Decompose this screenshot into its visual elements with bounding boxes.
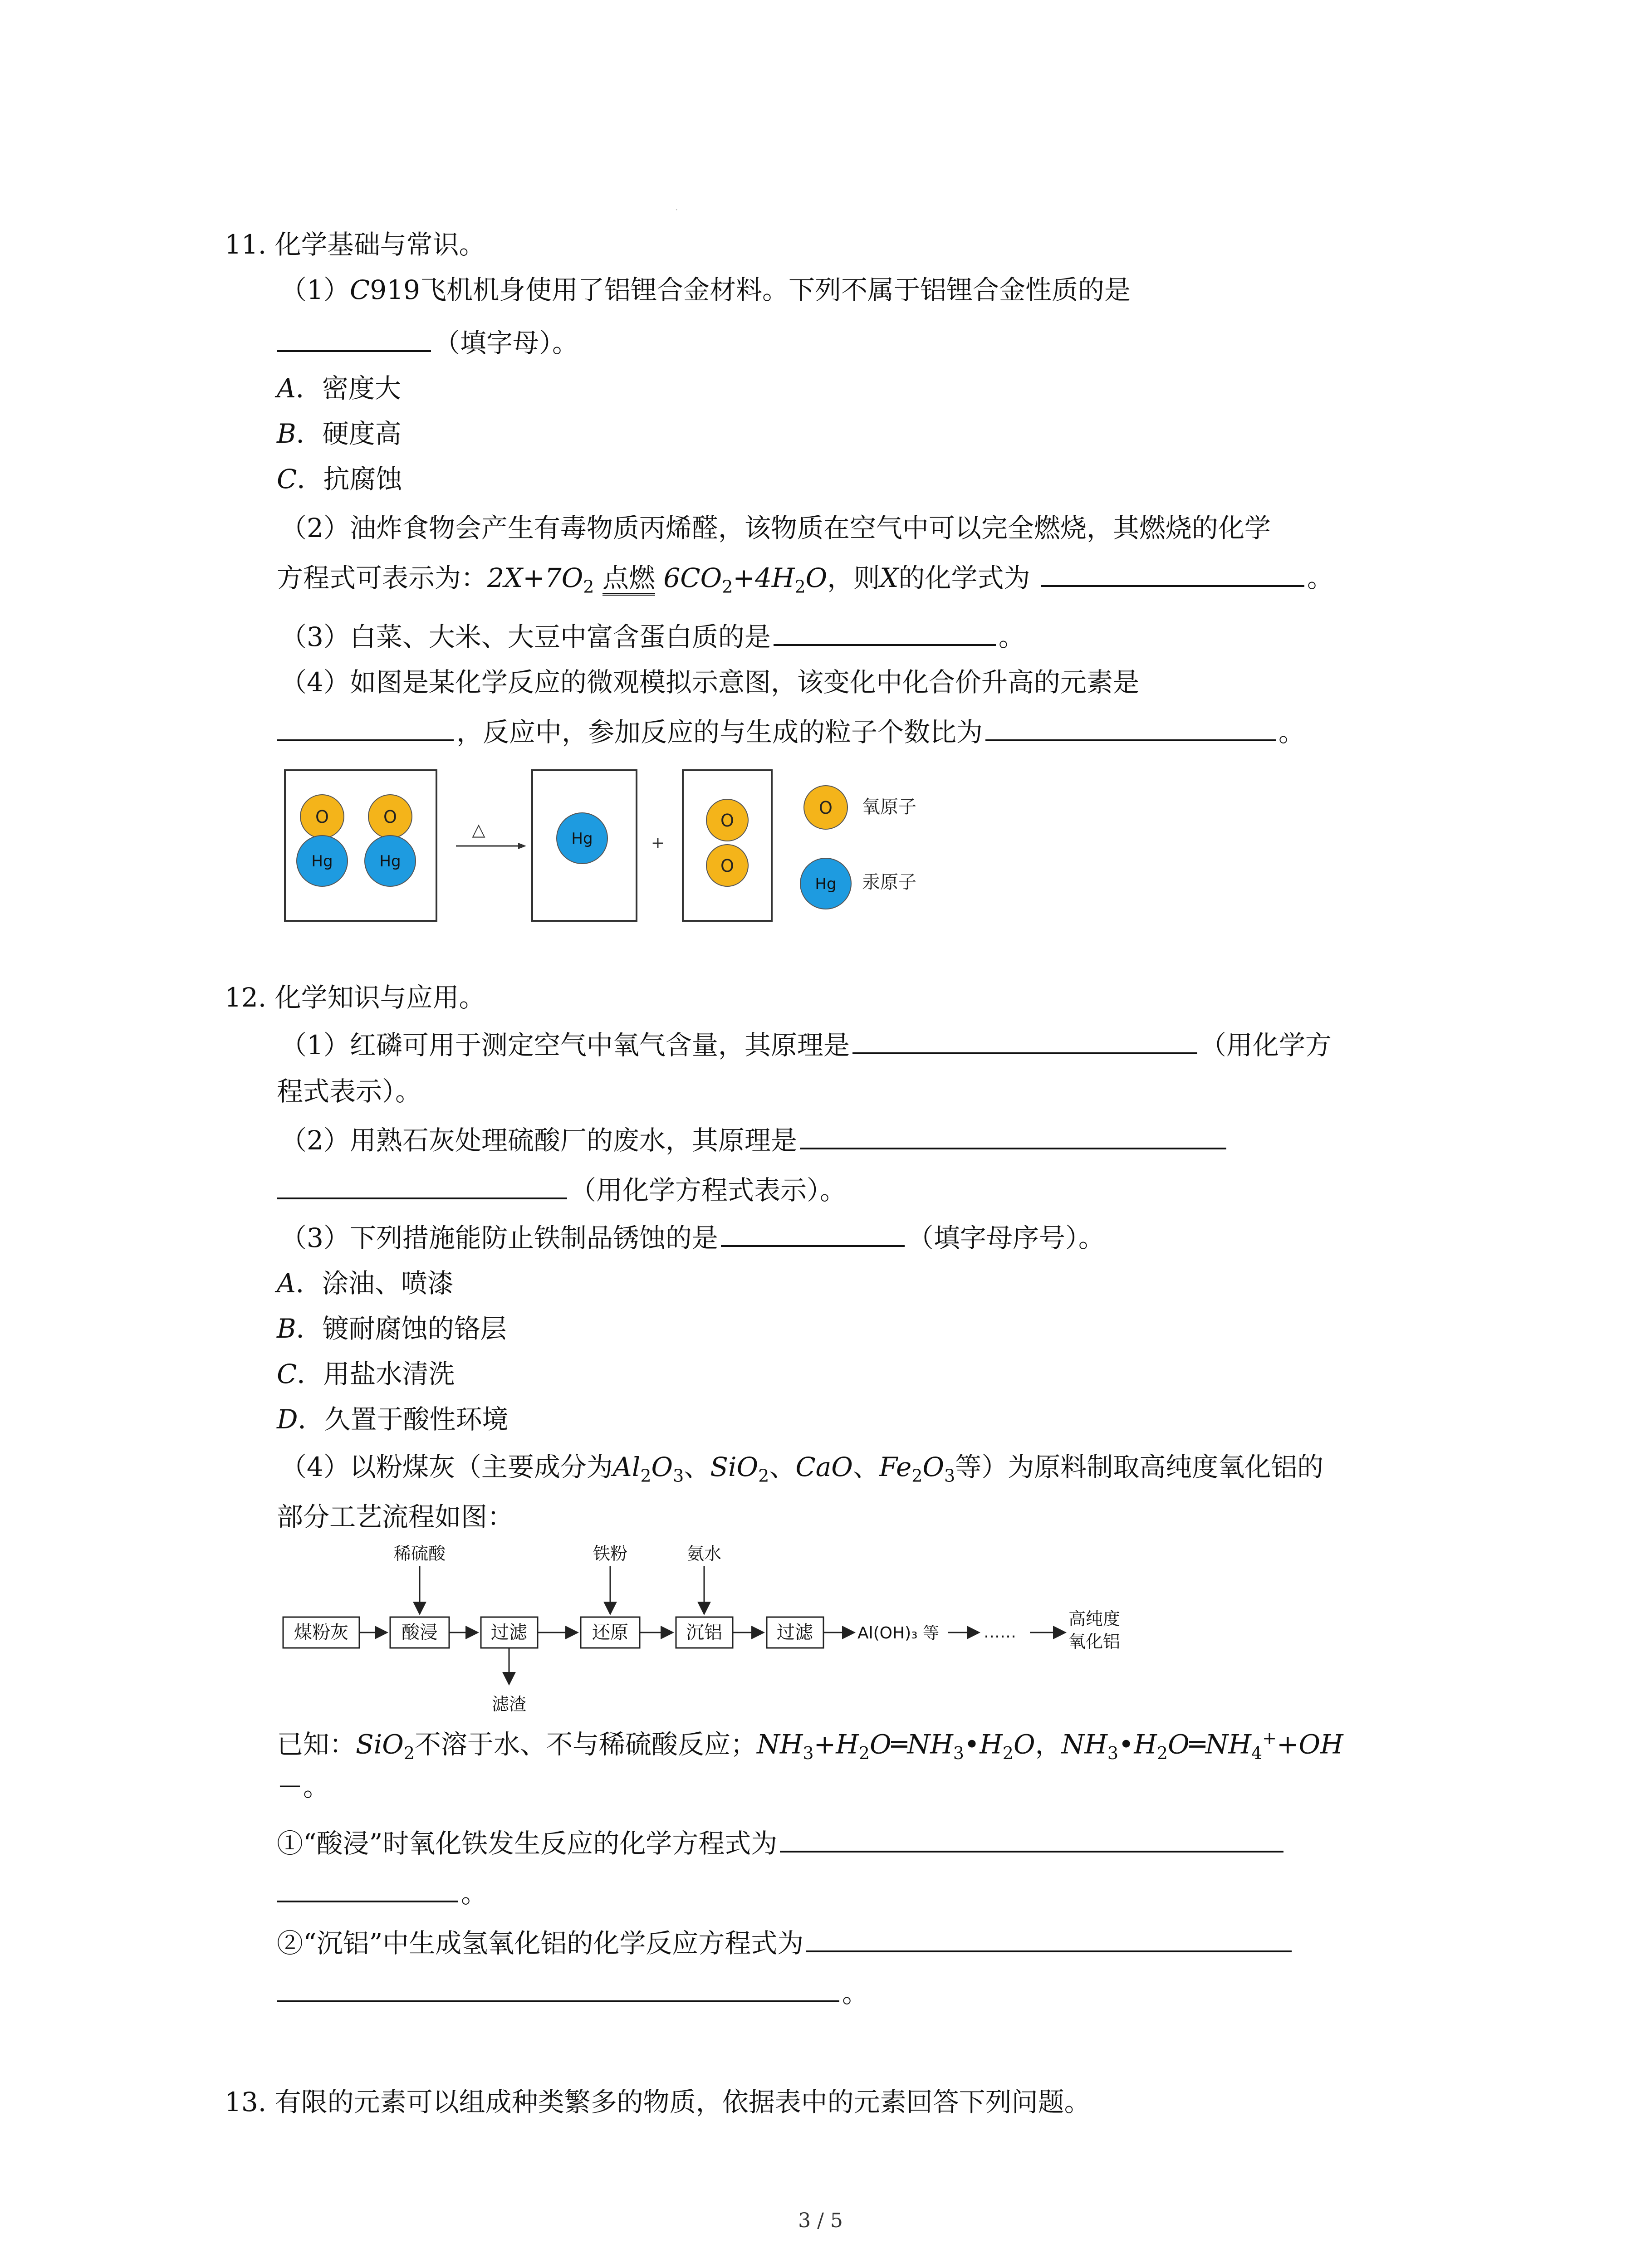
answer-blank[interactable] [780,1850,1283,1853]
answer-blank[interactable] [277,2000,839,2002]
mercury-symbol: Hg [379,852,401,870]
flow-label-precipitate-al: 沉铝 [686,1622,722,1643]
q12-sub2-cont: 。 [277,1978,868,2009]
mercury-symbol: Hg [311,852,333,870]
flow-final-line2: 氧化铝 [1068,1632,1121,1652]
q13-title: 13. 有限的元素可以组成种类繁多的物质，依据表中的元素回答下列问题。 [225,2087,1091,2117]
flow-label-acid-leach: 酸浸 [402,1622,438,1643]
reaction-condition: 点燃 [603,564,655,596]
flow-label-filter-2: 过滤 [777,1622,813,1643]
answer-blank[interactable] [852,1052,1197,1054]
answer-blank[interactable] [774,644,996,646]
q12-title: 12. 化学知识与应用。 [225,982,485,1013]
q12-part4-line1: （4）以粉煤灰（主要成分为$Al_2O_3$、SiO$_2$、CaO、$Fe_2O_3$等）为原料制取高纯度氧化铝的 [280,1452,1324,1486]
q12-part1-line1: （1）红磷可用于测定空气中氧气含量，其原理是 （用化学方 [280,1030,1332,1061]
flow-label-filter-1: 过滤 [491,1622,527,1643]
flow-final-line1: 高纯度 [1068,1609,1121,1629]
equation-left: 2X+7O [487,562,583,593]
page-number: 3 / 5 [798,2209,843,2232]
answer-blank[interactable] [800,1147,1226,1149]
q11-part3: （3）白菜、大米、大豆中富含蛋白质的是 。 [280,621,1025,652]
q12-part4-line2: 部分工艺流程如图： [277,1501,514,1532]
oxygen-symbol: O [720,856,734,876]
plus-sign: + [651,834,665,852]
answer-blank[interactable] [806,1950,1292,1952]
flow-input-sulfuric-acid: 稀硫酸 [393,1544,446,1564]
flow-output-residue: 滤渣 [491,1694,527,1714]
answer-blank[interactable] [1041,585,1304,587]
q12-option-d: D．久置于酸性环境 [277,1404,509,1435]
q12-known-info: 已知：SiO$_2$不溶于水、不与稀硫酸反应；$NH_3+H_2O═NH_3•H_2O$，$NH_3•H_2O═NH_4^++OH$ [277,1728,1343,1763]
legend-mercury-symbol: Hg [815,875,837,893]
q11-option-a: A．密度大 [277,373,401,404]
q11-option-b: B．硬度高 [277,418,402,449]
legend-mercury-label: 汞原子 [862,872,916,893]
oxygen-symbol: O [720,811,734,831]
q12-option-a: A．涂油、喷漆 [277,1268,454,1299]
answer-blank[interactable] [277,1197,567,1199]
reaction-diagram [281,767,939,930]
flow-product-aloh3: Al(OH)₃ 等 [857,1624,940,1642]
q12-option-b: B．镀耐腐蚀的铬层 [277,1313,507,1344]
flow-input-ammonia: 氨水 [686,1544,722,1564]
flow-ellipsis: …… [984,1623,1016,1642]
page-speck: · [675,204,678,215]
q12-part3: （3）下列措施能防止铁制品锈蚀的是 （填字母序号）。 [280,1222,1105,1253]
q11-part2-line2: 方程式可表示为：$2X+7O_2$ 点燃 $6CO_2+4H_2O$，则X的化学式为 。 [277,562,1333,597]
q11-option-c: C．抗腐蚀 [277,464,402,494]
q11-part1-line1: （1）C919飞机机身使用了铝锂合金材料。下列不属于铝锂合金性质的是 [280,274,1131,305]
answer-blank[interactable] [721,1245,905,1247]
answer-blank[interactable] [277,739,454,741]
q12-sub1-cont: 。 [277,1878,487,1910]
flow-input-iron-powder: 铁粉 [593,1544,628,1564]
q11-part1-line2: （填字母）。 [277,327,578,359]
answer-blank[interactable] [277,1900,458,1902]
oxygen-symbol: O [383,807,397,827]
q12-part2-line1: （2）用熟石灰处理硫酸厂的废水，其原理是 [280,1125,1229,1157]
q11-part4-line2: ，反应中，参加反应的与生成的粒子个数比为 。 [277,717,1305,748]
q12-sub2: ②“沉铝”中生成氢氧化铝的化学反应方程式为 [277,1928,1294,1960]
process-flow-diagram [277,1538,1161,1719]
legend-oxygen-symbol: O [819,798,833,818]
q12-option-c: C．用盐水清洗 [277,1359,455,1389]
legend-oxygen-label: 氧原子 [862,797,916,817]
answer-blank[interactable] [277,350,431,352]
answer-blank[interactable] [985,739,1276,741]
q12-sub1: ①“酸浸”时氧化铁发生反应的化学方程式为 [277,1828,1286,1860]
heating-symbol: △ [472,820,485,840]
q12-part2-line2: （用化学方程式表示）。 [277,1175,846,1207]
q12-part1-line2: 程式表示）。 [277,1076,422,1107]
flow-label-start: 煤粉灰 [294,1622,348,1643]
arrow-head [518,843,526,849]
q12-known-info-cont: －。 [277,1771,330,1802]
oxygen-symbol: O [315,807,329,827]
mercury-symbol: Hg [571,830,593,848]
q11-title: 11. 化学基础与常识。 [225,229,485,260]
q11-part2-line1: （2）油炸食物会产生有毒物质丙烯醛，该物质在空气中可以完全燃烧，其燃烧的化学 [280,513,1271,543]
flow-label-reduction: 还原 [592,1622,628,1643]
q11-part4-line1: （4）如图是某化学反应的微观模拟示意图，该变化中化合价升高的元素是 [280,667,1139,698]
